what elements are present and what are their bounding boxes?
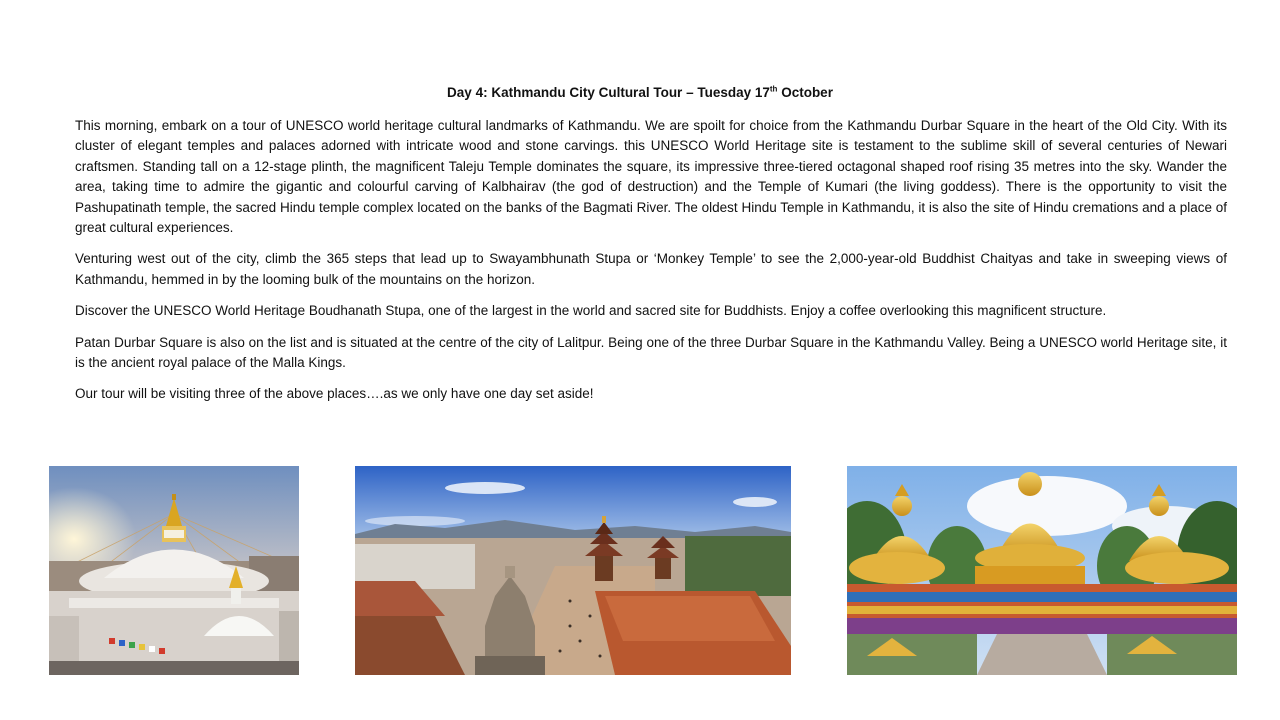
paragraph-swayambhunath: Venturing west out of the city, climb the 365 steps that lead up to Swayambhunath Stupa or ‘Monkey Temple’ to see the 2,000-year-old Buddhist Chaityas and take in sweeping views of Kathmandu, hemmed in by the looming bulk of the mountains on the horizon.	[75, 251, 1227, 287]
paragraph-boudhanath: Discover the UNESCO World Heritage Boudhanath Stupa, one of the largest in the world and sacred site for Buddhists. Enjoy a coffee overlooking this magnificent structure.	[75, 303, 1107, 319]
paragraph-durbar-square: This morning, embark on a tour of UNESCO world heritage cultural landmarks of Kathmandu. We are spoilt for choice from the Kathmandu Durbar Square in the heart of the Old City. With its cluster of elegant temples and palaces adorned with intricate wood and stone carvings. this UNESCO World Heritage site is testament to the sublime skill of several centuries of Newari craftsmen. Standing tall on a 12-stage plinth, the magnificent Taleju Temple dominates the square, its impressive three-tiered octagonal shaped roof rising 35 metres into the sky. Wander the area, taking time to admire the gigantic and colourful carving of Kalbhairav (the god of destruction) and the Temple of Kumari (the living goddess). There is the opportunity to visit the Pashupatinath temple, the sacred Hindu temple complex located on the banks of the Bagmati River. The oldest Hindu Temple in Kathmandu, it is also the site of Hindu cremations and a place of great cultural experiences.	[75, 118, 1227, 236]
title-superscript: th	[769, 84, 778, 94]
title-end-text: October	[777, 85, 833, 100]
paragraph-closing: Our tour will be visiting three of the above places….as we only have one day set aside!	[75, 386, 594, 402]
boudhanath-stupa-photo	[49, 466, 299, 675]
itinerary-text	[75, 116, 1227, 416]
paragraph-patan: Patan Durbar Square is also on the list and is situated at the centre of the city of Lalitpur. Being one of the three Durbar Square in the Kathmandu Valley. Being a UNESCO world Heritage site, it is the ancient royal palace of the Malla Kings.	[75, 334, 1227, 371]
page-title	[0, 85, 1280, 100]
title-main-text: Day 4: Kathmandu City Cultural Tour – Tuesday 17	[447, 85, 770, 100]
patan-durbar-square-photo	[355, 466, 791, 675]
golden-buddha-statues-photo	[847, 466, 1237, 675]
